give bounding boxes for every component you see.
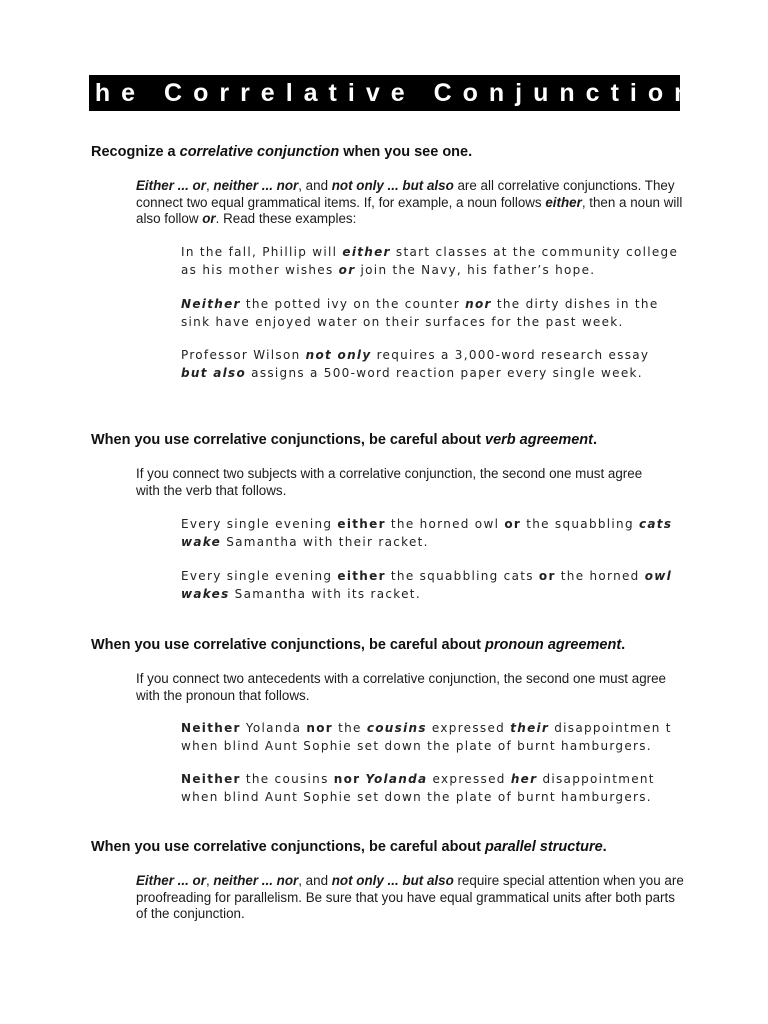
heading-text: .	[602, 839, 607, 855]
text: require special attention when you are proofreading for parallelism. Be sure that you have equal grammatical units after both parts of the conjunction.	[136, 873, 684, 921]
heading-text: When you use correlative conjunctions, be careful about	[91, 637, 485, 653]
text: Yolanda	[240, 721, 307, 735]
term: neither ... nor	[213, 178, 299, 193]
heading-text: When you use correlative conjunctions, be careful about	[91, 432, 485, 448]
example-sentence	[181, 243, 681, 279]
term: Either ... or	[136, 873, 206, 888]
heading-emphasis: correlative conjunction	[179, 144, 340, 160]
keyword: or	[504, 517, 522, 531]
text: In the fall, Phillip will	[181, 245, 343, 259]
example-sentence	[181, 567, 681, 603]
text: start classes at the community college as his mother wishes	[181, 245, 679, 277]
text: Professor Wilson	[181, 348, 306, 362]
heading-emphasis: verb agreement	[485, 432, 593, 448]
term: not only ... but also	[331, 873, 454, 888]
text: . Read these examples:	[215, 211, 357, 226]
keyword: or	[538, 569, 556, 583]
keyword: their	[510, 721, 550, 735]
keyword: Neither	[181, 772, 241, 786]
text: expressed	[426, 721, 511, 735]
heading-text: .	[621, 637, 626, 653]
parallel-structure-paragraph	[136, 873, 688, 923]
text: the squabbling	[521, 517, 639, 531]
example-sentence	[181, 346, 651, 382]
heading-emphasis: pronoun agreement	[485, 637, 622, 653]
keyword: owl wakes	[181, 569, 673, 601]
text: , and	[298, 178, 332, 193]
term: Either ... or	[136, 178, 206, 193]
text: Every single evening	[181, 517, 338, 531]
example-sentence	[181, 295, 681, 331]
text: ,	[205, 178, 214, 193]
keyword: not only	[305, 348, 372, 362]
text: Samantha with its racket.	[229, 587, 421, 601]
heading-text: .	[593, 432, 598, 448]
keyword: nor	[465, 297, 492, 311]
intro-paragraph	[136, 178, 688, 228]
heading-emphasis: parallel structure	[485, 839, 603, 855]
heading-text: when you see one.	[339, 144, 473, 160]
text: the horned	[555, 569, 645, 583]
keyword: cousins	[366, 721, 427, 735]
text: the squabbling cats	[385, 569, 539, 583]
text: the potted ivy on the counter	[240, 297, 466, 311]
text: , then a noun will also follow	[136, 194, 683, 226]
keyword: Neither	[181, 721, 241, 735]
term: either	[545, 194, 582, 210]
heading-text: Recognize a	[91, 144, 180, 160]
keyword: her	[510, 772, 538, 786]
text: disappointment when blind Aunt Sophie set down the plate of burnt hamburgers.	[181, 772, 655, 804]
keyword: or	[338, 263, 356, 277]
text: Every single evening	[181, 569, 338, 583]
text: ,	[205, 873, 214, 888]
pronoun-agreement-paragraph: If you connect two antecedents with a correlative conjunction, the second one must agree with the pronoun that follows.	[136, 671, 666, 703]
example-sentence	[181, 719, 681, 755]
text: are all correlative conjunctions. They connect two equal grammatical items. If, for example, a noun follows	[136, 178, 675, 210]
text: disappointmen t when blind Aunt Sophie set down the plate of burnt hamburgers.	[181, 721, 672, 753]
keyword: cats wake	[181, 517, 673, 549]
text: the cousins	[240, 772, 334, 786]
heading-text: When you use correlative conjunctions, be careful about	[91, 839, 485, 855]
keyword: either	[337, 517, 386, 531]
text: the dirty dishes in the sink have enjoyed water on their surfaces for the past week.	[181, 297, 659, 329]
text: , and	[298, 873, 332, 888]
keyword: nor	[306, 721, 334, 735]
example-sentence	[181, 770, 681, 806]
section-heading-recognize	[91, 144, 472, 160]
term: not only ... but also	[331, 178, 454, 193]
keyword: either	[337, 569, 386, 583]
text: assigns a 500-word reaction paper every single week.	[246, 366, 643, 380]
keyword: Yolanda	[365, 772, 428, 786]
section-heading-parallel-structure	[91, 839, 607, 855]
keyword: Neither	[181, 297, 241, 311]
text: the horned owl	[385, 517, 505, 531]
text: requires a 3,000-word research essay	[371, 348, 650, 362]
keyword: nor	[333, 772, 361, 786]
section-heading-verb-agreement	[91, 432, 597, 448]
term: or	[202, 211, 216, 226]
keyword: but also	[181, 366, 247, 380]
text: expressed	[427, 772, 511, 786]
verb-agreement-paragraph: If you connect two subjects with a correlative conjunction, the second one must agree with the verb that follows.	[136, 466, 643, 498]
text: join the Navy, his father’s hope.	[355, 263, 596, 277]
text: Samantha with their racket.	[221, 535, 429, 549]
term: neither ... nor	[213, 873, 299, 888]
text: the	[333, 721, 367, 735]
section-heading-pronoun-agreement	[91, 637, 625, 653]
page-title: The Correlative Conjunction	[89, 75, 680, 111]
keyword: either	[342, 245, 391, 259]
example-sentence	[181, 515, 681, 551]
